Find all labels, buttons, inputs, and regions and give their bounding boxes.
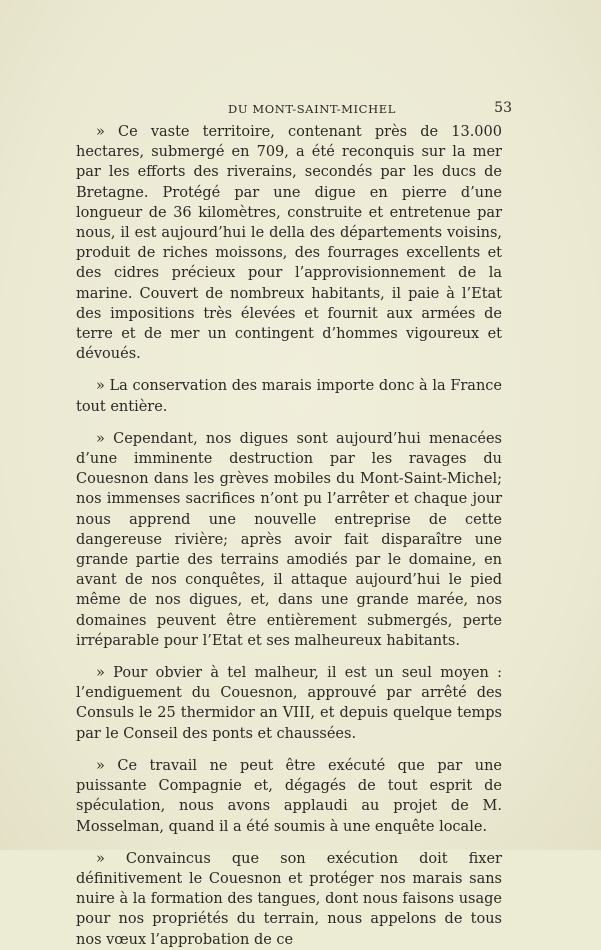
paragraph: » Pour obvier à tel malheur, il est un seul moyen : l’endiguement du Couesnon, approuvé par arrêté des Consuls le 25 thermidor an VIII, et depuis quelque temps par le Conseil des ponts et chaussées. <box>76 665 502 742</box>
paragraph: » Ce vaste territoire, contenant près de 13.000 hectares, submergé en 709, a été reconquis sur la mer par les efforts des riverains, secondés par les ducs de Bretagne. Protégé par une digue en pierre d’une longueur de 36 kilomètres, construite et entretenue par nous, il est aujourd’hui le della des départements voisins, produit de riches moissons, des fourrages excellents et des cidres précieux pour l’approvisionnement de la marine. Couvert de nombreux habitants, il paie à l’Etat des impositions très élevées et fournit aux armées de terre et de mer un contingent d’hommes vigoureux et dévoués. <box>76 124 502 363</box>
paragraph: » Convaincus que son exécution doit fixer définitivement le Couesnon et protéger nos marais sans nuire à la formation des tangues, dont nous faisons usage pour nos propriétés du terrain, nous appelons de tous nos vœux l’approbation de ce <box>76 850 502 948</box>
page-number: 53 <box>494 100 512 116</box>
paragraph: » La conservation des marais importe donc à la France tout entière. <box>76 378 502 415</box>
running-head <box>76 100 512 120</box>
paragraph: » Cependant, nos digues sont aujourd’hui menacées d’une imminente destruction par les ravages du Couesnon dans les grèves mobiles du Mont-Saint-Michel; nos immenses sacrifices n’ont pu l’arrêter et chaque jour nous apprend une nouvelle entreprise de cette dangereuse rivière; après avoir fait disparaître une grande partie des terrains amodiés par le domaine, en avant de nos conquêtes, il attaque aujourd’hui le pied même de nos digues, et, dans une grande marée, nos domaines peuvent être entièrement submergés, perte irréparable pour l’Etat et ses malheureux habitants. <box>76 430 502 649</box>
paragraph: » Ce travail ne peut être exécuté que par une puissante Compagnie et, dégagés de tout esprit de spéculation, nous avons applaudi au projet de M. Mosselman, quand il a été soumis à une enquête locale. <box>76 757 502 835</box>
body-text <box>76 122 502 950</box>
running-title: DU MONT-SAINT-MICHEL <box>228 102 396 116</box>
